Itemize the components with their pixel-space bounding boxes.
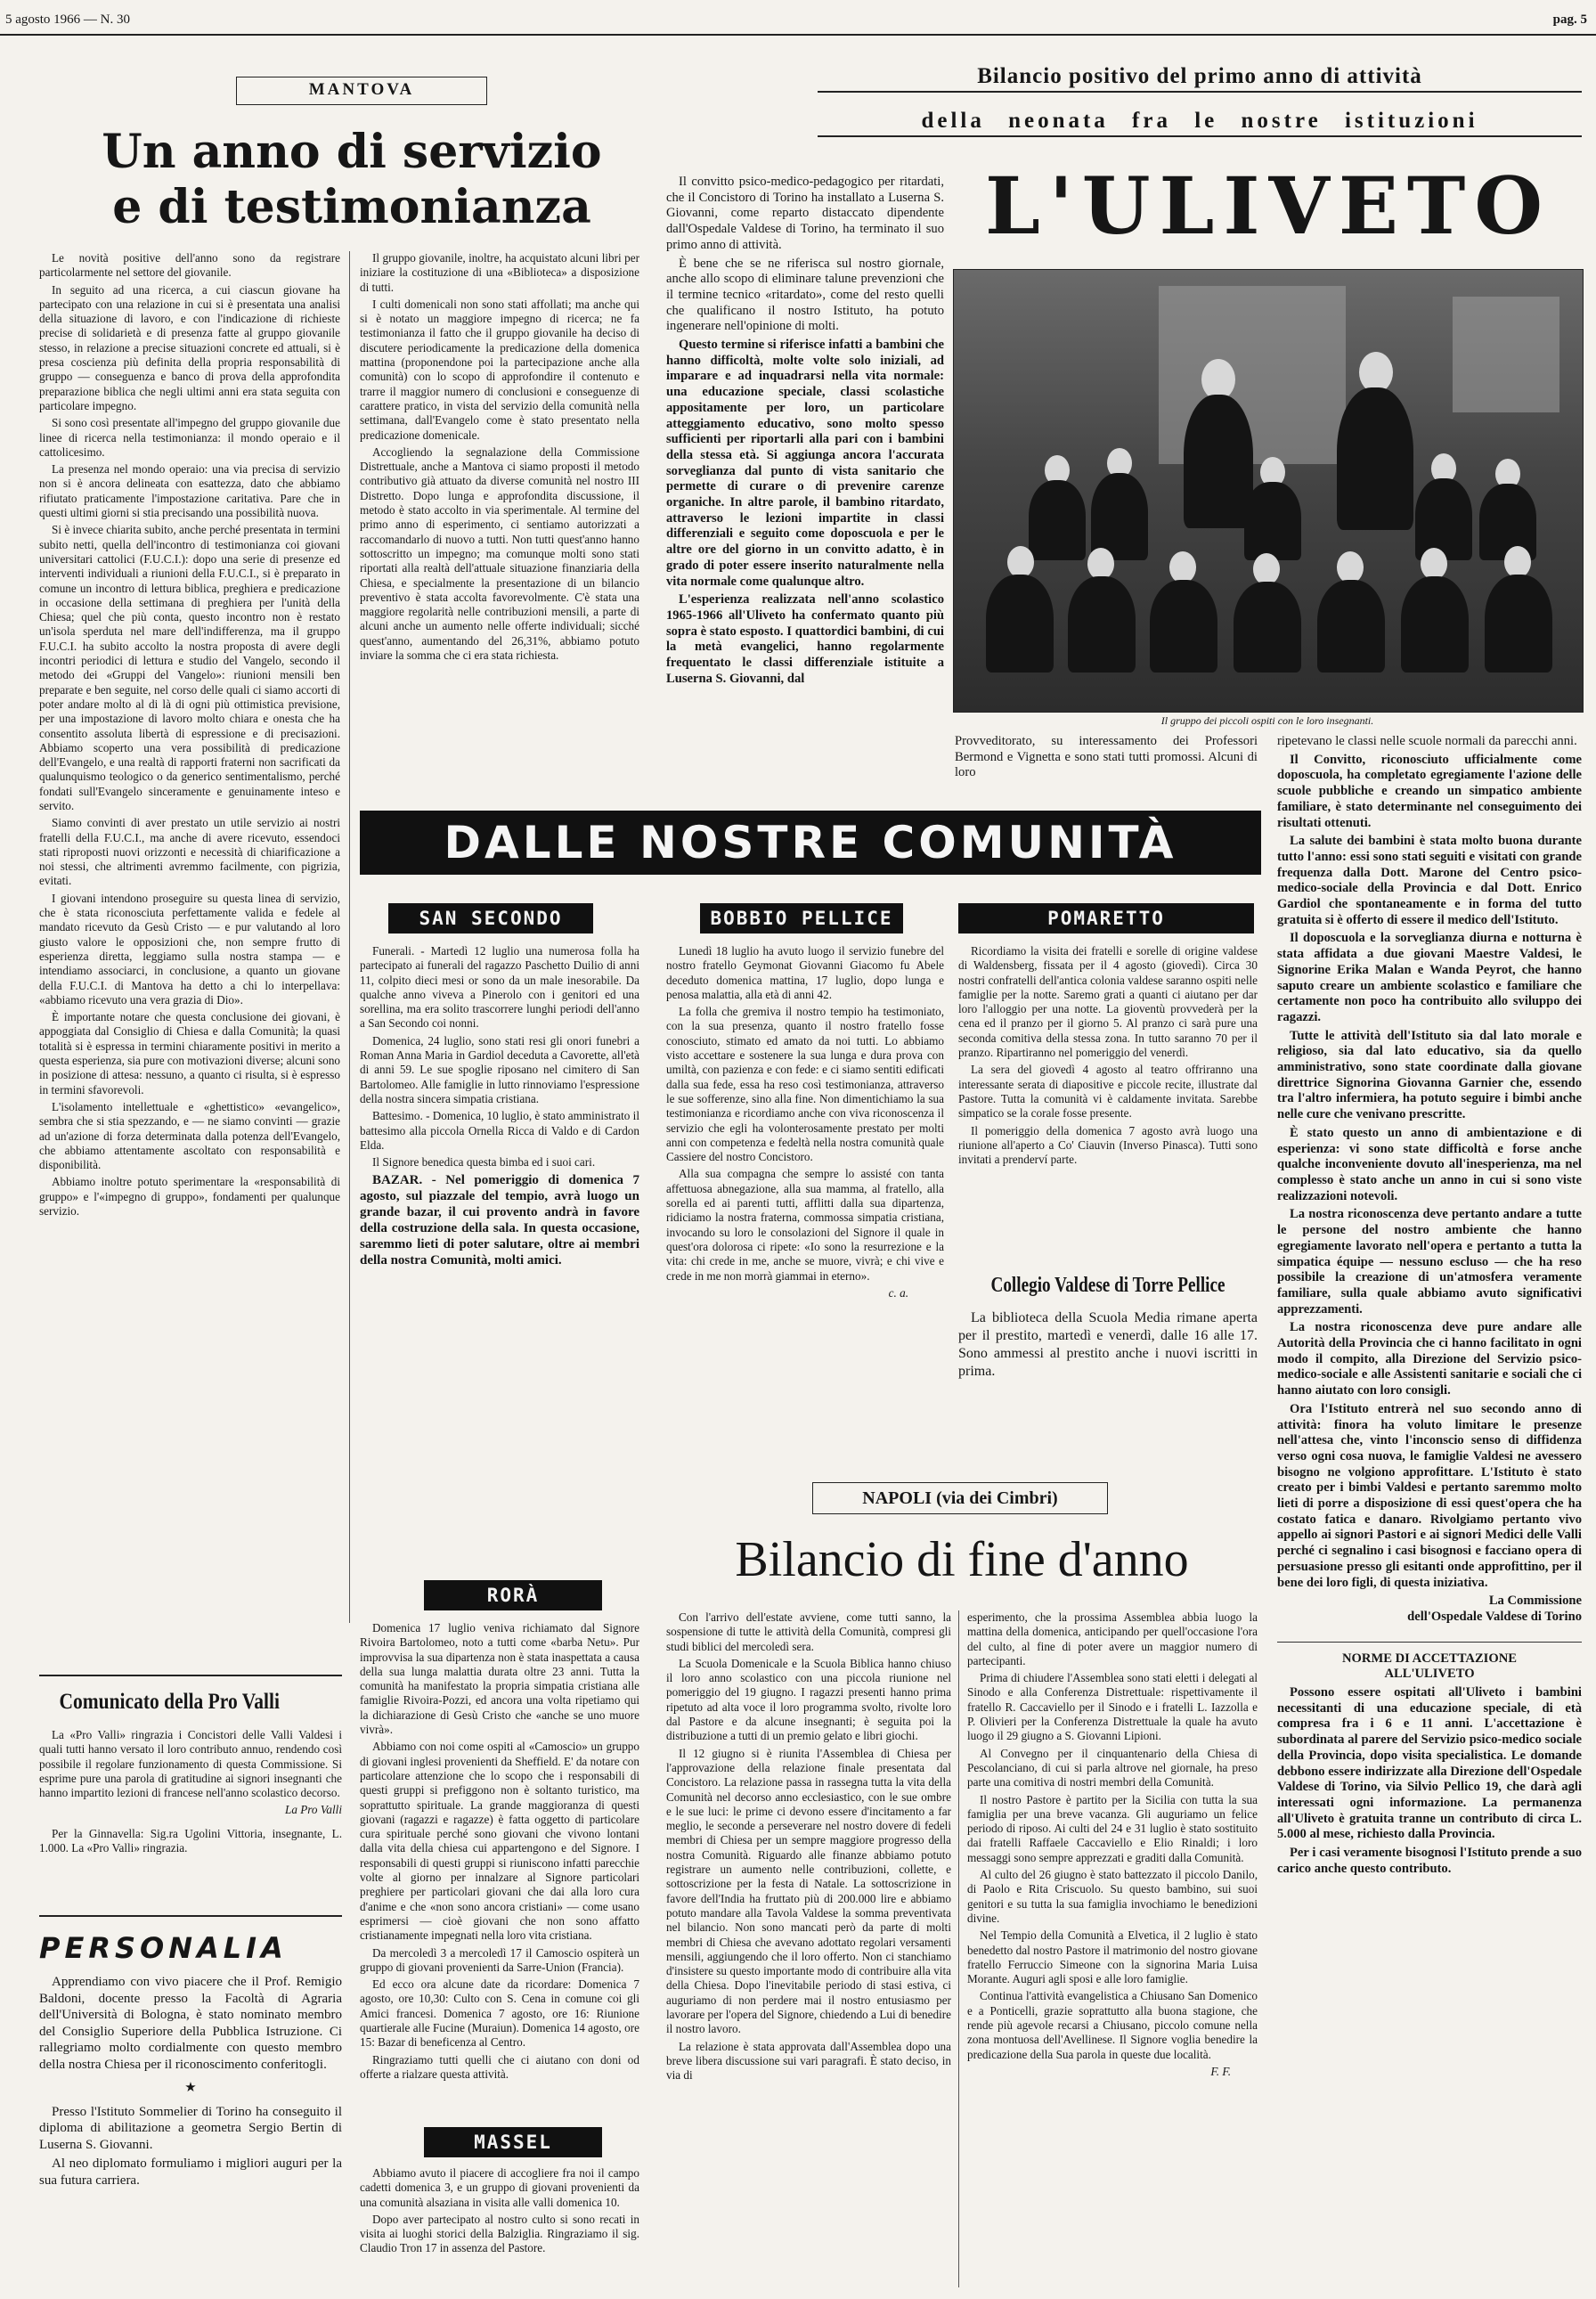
mantova-col1-para: L'isolamento intellettuale e «ghettistico» «evangelico», sembra che si stia spezzando, e — ne siamo convinti — grazie ad un'azione di forza determinata dalla potenza dell'Evangelo, che abbiamo attentamente ascoltato con responsabilità e disponibilità.	[39, 1099, 340, 1172]
photo-caption: Il gruppo dei piccoli ospiti con le loro insegnanti.	[1160, 714, 1374, 727]
uliveto-kicker-2: della neonata fra le nostre istituzioni	[818, 109, 1582, 137]
mantova-col2-para: Il gruppo giovanile, inoltre, ha acquistato alcuni libri per iniziare la costituzione di una «Biblioteca» a disposizione di tutti.	[360, 251, 639, 294]
napoli-col2-para: Il nostro Pastore è partito per la Sicilia con tutta la sua famiglia per una breve vacanza. Gli auguriamo un felice periodo di riposo. Ai culti del 24 e 31 luglio è stato sostituito dai fratelli Raffaele Caccaviello e Elio Rinaldi; i loro messaggi sono sempre apprezzati e graditi dalla Comunità.	[967, 1792, 1258, 1864]
mantova-column-1	[39, 251, 340, 1641]
rora-para: Abbiamo con noi come ospiti al «Camoscio» un gruppo di giovani inglesi provenienti da Sheffield. E' da notare con particolare attenzione che lo scopo che i responsabili di questi gruppi si prefiggono non è soltanto turistico, ma soprattutto spirituale. La grande maggioranza di questi giovani (ragazzi e ragazze) è fatta oggetto di particolare cura spirituale perché sono giovani che vivono lontani dalla vita della chiesa cui appartengono e del Signore. I responsabili di questi gruppi si riuniscono infatti parecchie volte al giorno per innalzare al Signore particolari preghiere per particolari giovani che dai alla loro cura d'anime e che «non sono ancora cristiani» — come usano esprimersi — cioè giovani che non sono affatto cristianamente impegnati nella loro vita cristiana.	[360, 1740, 639, 1943]
napoli-col1-para: Con l'arrivo dell'estate avviene, come tutti sanno, la sospensione di tutte le attività della Comunità, compresi gli studi biblici del mercoledì sera.	[666, 1610, 951, 1653]
uliveto-right-para: La salute dei bambini è stata molto buona durante tutto l'anno: essi sono stati seguiti e visitati con grande frequenza dalla Dott. Marone del Centro psico-medico-sociale della Provincia e dal Dott. Enrico Gardiol che spontaneamente e in forma del tutto gratuita si è offerto di essere il medico dell'Istituto.	[1277, 834, 1582, 927]
pro-valli-text: La «Pro Valli» ringrazia i Concistori delle Valli Valdesi i quali tutti hanno versato il loro contributo annuo, rendendo così possibile il regolare funzionamento di questa Commissione. Si esprime pure una parola di gratitudine ai signori insegnanti che hanno impartito lezioni di francese nell'anno scolastico decorso.	[39, 1728, 342, 1800]
pomaretto-para: Il pomeriggio della domenica 7 agosto avrà luogo una riunione all'aperto a Co' Ciauvin (Inverso Pinasca). Tutti sono invitati a prenderví parte.	[958, 1123, 1258, 1167]
pro-valli-signature: La Pro Valli	[285, 1803, 342, 1817]
uliveto-signature-1: La Commissione	[1488, 1594, 1582, 1609]
section-label-mantova: MANTOVA	[236, 77, 487, 105]
napoli-col1-para: Il 12 giugno si è riunita l'Assemblea di Chiesa per l'approvazione della relazione finale presentata dal Concistoro. La relazione passa in rassegna tutta la vita della Comunità nel decorso anno ecclesiastico, con le sue ombre e le sue luci: le prime ci devono essere d'incitamento a far meglio, le seconde a perseverare nel nostro dovere di fedeli membri di Chiesa per un sempre maggiore progresso della nostra Comunità. Riguardo alle finanze abbiamo potuto registrare un aumento nelle contribuzioni, collette, e sottoscrizione per la festa di Natale. La sottoscrizione in favore dell'India ha fruttato più di 200.000 lire e abbiamo potuto mandare alla Tavola Valdese la somma preventivata nel bilancio. Non sono mancati però da parte di molti membri di Chiesa che avevano adottato regolari versamenti mensili, aggiungendo che il loro offerto. Non ci stanchiamo d'insistere su questo importante modo di contribuire alla vita della Chiesa. Dopo l'inevitabile periodo di stasi estiva, ci auguriamo di non perdere mai il nostro entusiasmo per lavorare per l'opera del Signore, chiedendo a Lui di benedire il nostro lavoro.	[666, 1746, 951, 2036]
massel-para: Dopo aver partecipato al nostro culto si sono recati in visita ai luoghi storici della Balziglia. Ringraziamo il sig. Claudio Tron 17 in assenza del Pastore.	[360, 2212, 639, 2255]
uliveto-continued-text: ripetevano le classi nelle scuole normali da parecchi anni.	[1277, 734, 1577, 748]
san-secondo-para: Il Signore benedica questa bimba ed i suoi cari.	[372, 1155, 596, 1170]
napoli-col1-para: La relazione è stata approvata dall'Assemblea dopo una breve libera discussione sui vari paragrafi. È stato deciso, in via di	[666, 2039, 951, 2083]
personalia-body	[39, 1974, 342, 2295]
uliveto-right-para: Il Convitto, riconosciuto ufficialmente come doposcuola, ha completato egregiamente l'azione delle scuole pubbliche e creando un simpatico ambiente familiare, è stato determinante nel conseguimento dei risultati ottenuti.	[1277, 752, 1582, 830]
rora-para: Domenica 17 luglio veniva richiamato dal Signore Rivoira Bartolomeo, noto a tutti come «barba Netu». Pur improvvisa la sua dipartenza non è stata inaspettata a causa della sua lunga malattia durata oltre 23 anni. Tutta la comunità ha manifestato la propria simpatia cristiana alle famiglie Rivoira-Pozzi, ed ancora una volta ripetiamo qui la dichiarazione di Gesù Cristo che «anche se uno muore vivrà».	[360, 1621, 639, 1737]
masthead-rule	[0, 34, 1596, 36]
mantova-col1-para: Le novità positive dell'anno sono da registrare particolarmente nel settore del giovanile.	[39, 251, 340, 280]
uliveto-intro: Il convitto psico-medico-pedagogico per ritardati, che il Concistoro di Torino ha installato a Luserna S. Giovanni, come reparto distaccato dipendente dall'Ospedale Valdese di Torino, ha terminato il suo primo anno di attività.	[666, 175, 944, 252]
page-number: pag. 5	[1552, 12, 1587, 27]
pomaretto-para: La sera del giovedì 4 agosto al teatro offriranno una interessante serata di diapositive e piccole recite, illustrate dal Pastore. Tutta la comunità vi è caldamente invitata. Sarebbe simpatico se la corale fosse presente.	[958, 1063, 1258, 1121]
uliveto-right-para: Tutte le attività dell'Istituto sia dal lato morale e religioso, sia dal lato educativo, sia da quello amministrativo, sono state coordinate dalla giovane direttrice Signorina Giovanna Garnier che, essendo tra l'altro infermiera, ha potuto seguire i bimbi anche nelle cure che venivano prescritte.	[1277, 1028, 1582, 1122]
pro-valli-rule	[39, 1675, 342, 1676]
napoli-headline: Bilancio di fine d'anno	[735, 1532, 1189, 1587]
uliveto-title: L'ULIVETO	[984, 159, 1552, 252]
napoli-signature: F. F.	[1210, 2064, 1231, 2078]
bobbio-para: La folla che gremiva il nostro tempio ha testimoniato, con la sua presenza, quanto il nostro fratello fosse conosciuto, stimato ed amato da noi tutti. Lo abbiamo visto accettare e sostenere la sua lunga e dura prova con umiltà, con pazienza e con fede: e ci siamo sentiti edificati dalla sua fede, essa ha reso così testimonianza, attraverso le sue sofferenze, sino alla fine. Non dimentichiamo la sua testimonianza e ricordiamo anche con viva riconoscenza il servizio che egli ha volonterosamente prestato per molti anni con competenza e fedeltà nella nostra comunità quale Cassiere del nostro Concistoro.	[666, 1005, 944, 1164]
uliveto-kicker-1: Bilancio positivo del primo anno di attività	[818, 64, 1582, 93]
san-secondo-column	[360, 944, 639, 1568]
pro-valli-note: Per la Ginnavella: Sig.ra Ugolini Vittoria, insegnante, L. 1.000. La «Pro Valli» ringrazia.	[39, 1826, 342, 1855]
norme-para: Per i casi veramente bisognosi l'Istituto prende a suo carico anche questo contributo.	[1277, 1846, 1582, 1876]
pomaretto-para: Ricordiamo la visita dei fratelli e sorelle di origine valdese di Waldensberg, fissata per il 4 agosto (giovedì). Circa 30 nostri confratelli dell'antica colonia valdese saranno ospiti nelle famiglie per la notte. Saremo grati a quanti ci aiutano per dar loro l'alloggio per una notte. La gioventù provvederà per la cena ed il pranzo per il giorno 5. Al pranzo ci sarà pure una seconda comitiva della stessa zona. In tutto saranno 70 per il pranzo. Ripartiranno nel pomeriggio del venerdì.	[958, 944, 1258, 1060]
napoli-col2-para: esperimento, che la prossima Assemblea abbia luogo la mattina della domenica, anticipando per quell'occasione l'ora del culto, al fine di poter avere un maggior numero di partecipanti.	[967, 1610, 1258, 1667]
uliveto-continued-text: Provveditorato, su interessamento dei Professori Bermond e Vignetta e sono stati tutti promossi. Alcuni di loro	[955, 734, 1258, 780]
napoli-col2-para: Nel Tempio della Comunità a Elvetica, il 2 luglio è stato benedetto dal nostro Pastore il matrimonio del nostro giovane fratello Ferruccio Simeone con la signorina Maria Luisa Morante. Auguri agli sposi e alle loro famiglie.	[967, 1928, 1258, 1986]
personalia-title: PERSONALIA	[39, 1931, 288, 1965]
napoli-col2-para: Al Convegno per il cinquantenario della Chiesa di Pescolanciano, di cui si parla altrove nel giornale, ha preso parte una comitiva di nostri membri della Comunità.	[967, 1746, 1258, 1789]
napoli-col2-para: Continua l'attività evangelistica a Chiusano San Domenico e a Ponticelli, grazie soprattutto alla buona stagione, che rende più agevole recarsi a Chiusano, piccolo comune nella zona montuosa dell'Avellinese. Il Signore voglia benedire la predicazione della Sua parola in queste due località.	[967, 1989, 1258, 2061]
uliveto-column-right	[1277, 734, 1582, 2284]
uliveto-right-para: La nostra riconoscenza deve pertanto andare a tutte le persone del nostro ambiente che hanno egregiamente lavorato nell'opera e pertanto a tutta la simpatica équipe — nessuno escluso — che ha reso possibile la creazione di un'atmosfera veramente familiare, sulla quale abbiamo avuto significativi apprezzamenti.	[1277, 1207, 1582, 1317]
mantova-col1-para: È importante notare che questa conclusione dei giovani, è appoggiata dal Consiglio di Chiesa e dalla Comunità; la quasi totalità si è espressa in termini chiaramente positivi in merito a questa esperienza, sia pure con motivazioni diverse; alcuni sono in posizione di attesa: nessuno, a quanto ci risulta, si è espresso in termini sfavorevoli.	[39, 1010, 340, 1097]
mantova-col2-para: I culti domenicali non sono stati affollati; ma anche qui si è notato un maggiore impegno di ricerca; ne fa testimonianza il fatto che il gruppo giovanile ha deciso di discutere periodicamente la predicazione della domenica mattina (proponendone poi la partecipazione anche alla comunità) con lo scopo di approfondire il contenuto e trarre il maggior numero di conclusioni e conseguenze di carattere pratico, in vista del servizio della comunità nella settimana, dall'Evangelo come è stato presentato nella predicazione domenicale.	[360, 297, 639, 442]
norme-title-2: ALL'ULIVETO	[1384, 1667, 1475, 1682]
pomaretto-column	[958, 944, 1258, 1256]
rora-para: Ringraziamo tutti quelli che ci aiutano con doni od offerte a rialzare questa attività.	[360, 2052, 639, 2081]
uliveto-para: Questo termine si riferisce infatti a bambini che hanno difficoltà, molte volte solo iniziali, ad imparare e ad inquadrarsi nella vita normale: una educazione speciale, classi scolastiche appositamente per loro, un particolare atteggiamento educativo, sono molto spesso sufficienti per riportarli alla pari con i bambini della stessa età. Si aggiunga ancora l'accurata sorveglianza dal punto di vista sanitario che permette di curare o di prevenire carenze organiche. In altre parole, il bambino ritardato, attraverso le lezioni impartite in classi differenziali e seguito come doposcuola e per le altre ore del giorno in un convitto adatto, è in grado di poter essere inserito naturalmente nella vita normale come qualunque altro.	[666, 338, 944, 589]
column-rule	[349, 251, 350, 1623]
pro-valli-title: Comunicato della Pro Valli	[59, 1690, 280, 1714]
group-photo	[953, 269, 1584, 713]
rora-para: Ed ecco ora alcune date da ricordare: Domenica 7 agosto, ore 10,30: Culto con S. Cena in comune coi gli Amici francesi. Domenica 7 agosto, ore 16: Riunione quartierale alle Fucine (Muraiun). Domenica 14 agosto, ore 15: Bazar di beneficenza al Centro.	[360, 1977, 639, 2050]
personalia-rule	[39, 1915, 342, 1917]
mantova-col1-para: Si è invece chiarita subito, anche perché presentata in termini subito netti, quella dell'incontro di testimonianza coi giovani universitari cattolici (F.U.C.I.): dopo una serie di presenze ed interventi individuali a riunioni della F.U.C.I., si è preparato in comune un incontro di lettura biblica, preghiera e predicazione in occasione della settimana di preghiera per l'unità della Chiesa; quel che più conta, questo incontro non è restato un'isola sperduta nel mare dell'indifferenza, ma il gruppo F.U.C.I. ha subito accolto la nostra proposta di avere degli incontri periodici di lettura e studio del Vangelo, secondo il metodo dei «Gruppi del Vangelo»: riunioni mensili ben preparate e ben seguite, nel corso delle quali ci siamo accorti di poter andare molto al di là di ogni più ottimistica previsione, per una impostazione di lavoro molto chiara e onesta che ha consentito assoluta libertà di espressione e di precisazioni. Abbiamo scoperto una vera possibilità di predicazione dell'Evangelo, e una realtà di rapporti fraterni non sacrificati da qualunquismo teologico o da generico sentimentalismo, perché fondati sull'Evangelo sinceramente e genuinamente inteso e servito.	[39, 523, 340, 812]
uliveto-right-para: È stato questo un anno di ambientazione e di esperienza: vi sono state difficoltà e forse anche qualche inconveniente dovuto all'inesperienza, ma nel complesso è stato anche un anno in cui si sono viste realizzazioni notevoli.	[1277, 1125, 1582, 1203]
san-secondo-para: Funerali. - Martedì 12 luglio una numerosa folla ha partecipato ai funerali del ragazzo Paschetto Duilio di anni 11, colpito dieci mesi or sono da un male inesorabile. Da qualche anno viveva a Pinerolo con i genitori ed una sorellina, ma era solito trascorrere lunghi periodi dell'anno a San Secondo coi nonni.	[360, 944, 639, 1031]
personalia-para: Al neo diplomato formuliamo i migliori auguri per la sua futura carriera.	[39, 2156, 342, 2188]
uliveto-right-para: Il doposcuola e la sorveglianza diurna e notturna è stata affidata a due giovani Maestre Valdesi, le Signorine Erika Malan e Wanda Peyrot, che hanno saputo creare un ambiente scolastico e familiare che certamente non poco ha contribuito allo sviluppo dei ragazzi.	[1277, 931, 1582, 1024]
collegio-text: La biblioteca della Scuola Media rimane aperta per il prestito, martedì e venerdì, dalle 16 alle 17. Sono ammessi al prestito anche i nuovi iscritti in prima.	[958, 1310, 1258, 1379]
napoli-col2-para: Al culto del 26 giugno è stato battezzato il piccolo Danilo, di Paolo e Rita Criscuolo. Su questo bambino, sui suoi genitori e su tutta la sua famiglia invochiamo le benedizioni divine.	[967, 1868, 1258, 1925]
bobbio-para: Alla sua compagna che sempre lo assisté con tanta affettuosa abnegazione, alla sua mamma, al fratello, alla sorella ed ai parenti tutti, afflitti dalla sua dipartenza, ridiciamo la nostra fraterna, commossa simpatia cristiana, invocando su loro le consolazioni del Signore il quale in quest'ora dolorosa ci ripete: «Io sono la resurrezione e la vita: chi crede in me, anche se muore, vivrà; e chi vive e crede in me non morrà giammai in eterno».	[666, 1167, 944, 1283]
mantova-col1-para: Siamo convinti di aver prestato un utile servizio ai nostri fratelli della F.U.C.I., ma anche di avere ricevuto, essendoci stati riproposti nuovi orizzonti e necessità di chiarificazione a noi stessi, che altrimenti avremmo facilmente, con pigrizia, evitati.	[39, 816, 340, 888]
mantova-headline-line1: Un anno di servizio	[102, 125, 602, 179]
norme-title-1: NORME DI ACCETTAZIONE	[1342, 1651, 1517, 1666]
mantova-headline	[67, 125, 637, 235]
san-secondo-para: Battesimo. - Domenica, 10 luglio, è stato amministrato il battesimo alla piccola Ornella Ricca di Valdo e di Cardon Elda.	[360, 1109, 639, 1152]
bobbio-signature: c. a.	[888, 1285, 908, 1300]
mantova-headline-line2: e di testimonianza	[112, 180, 591, 234]
section-label-san-secondo: SAN SECONDO	[388, 903, 593, 933]
uliveto-para: È bene che se ne riferisca sul nostro giornale, anche allo scopo di eliminare talune prevenzioni che il termine tecnico «ritardato», come del resto quelli che qualificano il nostro Istituto, ha potuto ingenerare nell'opinione di molti.	[666, 256, 944, 334]
mantova-col1-para: In seguito ad una ricerca, a cui ciascun giovane ha partecipato con una relazione in cui si è presentata una analisi della situazione di lavoro, e con l'indicazione di richieste precise di solidarietà e di presenza fatte al gruppo giovanile stesso, in relazione a precise situazioni concrete ed attuali, si è presa coscienza più definita della propria responsabilità di gruppo — conseguenza e banco di prova della approfondita preparazione biblica che negli ultimi anni era stata seguita con particolare impegno.	[39, 282, 340, 412]
personalia-para: Apprendiamo con vivo piacere che il Prof. Remigio Baldoni, docente presso la Facoltà di Agraria dell'Università di Bologna, è stato nominato membro del Consiglio Superiore della Pubblica Istruzione. Ci rallegriamo molto cordialmente con questo membro della nostra Chiesa per il riconoscimento conferitogli.	[39, 1975, 342, 2072]
uliveto-right-para: Ora l'Istituto entrerà nel suo secondo anno di attività: finora ha voluto limitare le presenze nell'attesa che, vinto l'inconscio senso di diffidenza verso ogni cosa nuova, le famiglie Valdesi ne avessero bisogno ne volgiono approfittare. L'Istituto è stato creato per i bimbi Valdesi e pertanto saremmo molto lieti di porre a disposizione di essi quest'opera che ha costato fatica e danaro. Rivolgiamo pertanto vivo appello ai signori Pastori e ai signori Medici delle Valli perché ci segnalino i casi bisognosi e facciano opera di persuasione presso gli esitanti onde approfittino, per il bene dei loro figli, di questa iniziativa.	[1277, 1401, 1582, 1590]
rora-column	[360, 1621, 639, 2120]
section-label-napoli: NAPOLI (via dei Cimbri)	[812, 1482, 1108, 1514]
mantova-col1-para: I giovani intendono proseguire su questa linea di servizio, che è stata riconosciuta perfettamente valida e fedele al mandato ricevuto da Gesù Cristo — e pur valutando al loro giusto valore le opposizioni che, non sempre frutto di esperienza diretta, leggiamo sulla nostra stampa — e intendiamo associarci, in conclusione, a quanto un giovane della F.U.C.I. di Mantova ha detto a chi lo interpellava: «abbiamo ricevuto una vera grazia di Dio».	[39, 891, 340, 1007]
uliveto-right-para: La nostra riconoscenza deve pure andare alle Autorità della Provincia che ci hanno facilitato in ogni modo il compito, alla Direzione del Servizio psico-medico-sociale e alle Assistenti sanitarie e sociali che ci hanno aiutato con loro consigli.	[1277, 1320, 1582, 1398]
issue-date: 5 agosto 1966 — N. 30	[5, 12, 130, 27]
section-label-pomaretto: POMARETTO	[958, 903, 1254, 933]
uliveto-column-1	[666, 175, 944, 1074]
norme-para: Possono essere ospitati all'Uliveto i bambini necessitanti di una educazione speciale, di età compresa fra i 6 e 11 anni. L'accettazione è subordinata al parere del Servizio psico-medico sociale della Provincia, dopo visita specialistica. Le domande debbono essere indirizzate alla Direzione dell'Ospedale Valdese di Torino, via Silvio Pellico 19, che darà agli interessati ogni informazione. La permanenza all'Uliveto è gratuita tranne un contributo di circa L. 5.000 al mese, richiesto dalla Provincia.	[1277, 1685, 1582, 1842]
napoli-col1-para: La Scuola Domenicale e la Scuola Biblica hanno chiuso il loro anno scolastico con una piccola riunione nel pomeriggio del 19 giugno. I ragazzi presenti hanno prima ripetuto ad alta voce il loro programma svolto, rivolte loro dal Pastore e da alcune insegnanti; è seguita poi la distribuzione a tutti di un premio gelato e libri giochi.	[666, 1656, 951, 1743]
napoli-column-1	[666, 1610, 951, 2293]
napoli-col2-para: Prima di chiudere l'Assemblea sono stati eletti i delegati al Sinodo e alla Conferenza Distrettuale: rispettivamente il fratello R. Caccaviello per il Sinodo e i fratelli L. Iazzolla e P. Olivieri per la Conferenza Distrettuale la quale ha avuto luogo il 29 giugno a S. Giovanni Lipioni.	[967, 1671, 1258, 1743]
mantova-col1-para: La presenza nel mondo operaio: una via precisa di servizio non si è ancora delineata con esattezza, dato che abbiamo rifiutato praticamente l'impostazione caritativa. Pare che in questi ultimi giorni si stia precisando una possibilità nuova.	[39, 462, 340, 520]
collegio-body	[958, 1309, 1258, 1425]
uliveto-under-photo-left	[955, 734, 1258, 796]
san-secondo-para: Domenica, 24 luglio, sono stati resi gli onori funebri a Roman Anna Maria in Gardiol deceduta a Cavorette, all'età di anni 59. Le sue spoglie riposano nel cimitero di San Bartolomeo. Alle famiglie in lutto rinnoviamo l'espressione della nostra sincera simpatia cristiana.	[360, 1033, 639, 1105]
rora-para: Da mercoledì 3 a mercoledì 17 il Camoscio ospiterà un gruppo di giovani provenienti da Sarre-Union (Francia).	[360, 1945, 639, 1974]
mantova-column-2	[360, 251, 639, 839]
massel-column	[360, 2166, 639, 2291]
napoli-column-2	[967, 1610, 1258, 2293]
comunita-banner-text: DALLE NOSTRE COMUNITÀ	[444, 817, 1177, 868]
column-rule	[958, 1610, 959, 2287]
uliveto-signature-2: dell'Ospedale Valdese di Torino	[1407, 1609, 1582, 1624]
massel-para: Abbiamo avuto il piacere di accogliere fra noi il campo cadetti domenica 3, e un gruppo di giovani provenienti da una comunità alsaziana in visita alle valli domenica 10.	[360, 2166, 639, 2209]
mantova-col1-para: Si sono così presentate all'impegno del gruppo giovanile due linee di ricerca nella testimonianza: il mondo operaio e il cattolicesimo.	[39, 416, 340, 459]
bazar-announcement: BAZAR. - Nel pomeriggio di domenica 7 agosto, sul piazzale del tempio, avrà luogo un grande bazar, il cui provento andrà in favore della costruzione della sala. In questa occasione, saremmo lieti di poter salutare, oltre ai membri della nostra Comunità, molti amici.	[360, 1173, 639, 1268]
personalia-para: Presso l'Istituto Sommelier di Torino ha conseguito il diploma di abilitazione a geometra Sergio Bertin di Luserna S. Giovanni.	[39, 2104, 342, 2152]
star-icon: ★	[184, 2081, 197, 2095]
section-label-massel: MASSEL	[424, 2127, 602, 2157]
section-label-rora: RORÀ	[424, 1580, 602, 1610]
comunita-banner	[360, 811, 1261, 875]
uliveto-para: L'esperienza realizzata nell'anno scolastico 1965-1966 all'Uliveto ha confermato quanto più sopra è stato esposto. I quattordici bambini, di cui la metà evangelici, hanno regolarmente frequentato le classi differenziale istituite a Luserna S. Giovanni, dal	[666, 592, 944, 686]
pro-valli-body	[39, 1728, 342, 1897]
mantova-col2-para: Accogliendo la segnalazione della Commissione Distrettuale, anche a Mantova ci siamo proposti il metodo contributivo già attuato da diverse comunità nel nostro III Distretto. Dopo lunga e approfondita discussione, il metodo è stato accolto in via sperimentale. Al termine del primo anno di esperimento, ci sentiamo autorizzati a raccomandarlo di nuovo a tutti. Non tutti quest'anno hanno sottoscritto un impegno; ma comunque molti sono stati riportati alla realtà dell'attuale situazione finanziaria della Chiesa, e specialmente la presentazione di un bilancio preventivo è stata accolta favorevolmente. C'è stata una maggiore regolarità nelle contribuzioni mensili, a parte di alcuni anche un aumento nelle offerte individuali; sicché quest'anno, aumentando del 26,31%, abbiamo potuto inviare la somma che ci era stata richiesta.	[360, 444, 639, 663]
bobbio-column	[666, 944, 944, 1443]
bobbio-para: Lunedì 18 luglio ha avuto luogo il servizio funebre del nostro fratello Geymonat Giovanni Giacomo fu Abele deceduto domenica mattina, 17 luglio, dopo lunga e penosa malattia, alla età di anni 42.	[666, 944, 944, 1001]
mantova-col1-para: Abbiamo inoltre potuto sperimentare la «responsabilità di gruppo» e l'«impegno di gruppo», fondamenti per qualunque servizio.	[39, 1175, 340, 1218]
collegio-title: Collegio Valdese di Torre Pellice	[990, 1274, 1226, 1297]
section-label-bobbio-pellice: BOBBIO PELLICE	[700, 903, 903, 933]
